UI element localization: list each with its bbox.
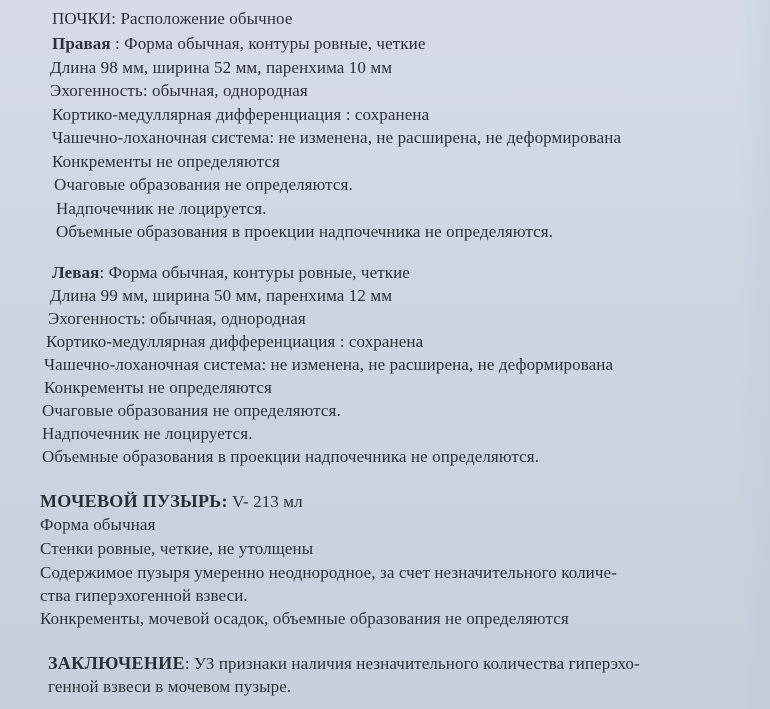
left-kidney-size: Длина 99 мм, ширина 50 мм, паренхима 12 мм [50, 286, 393, 305]
left-kidney-adrenal: Надпочечник не лоцируется. [42, 424, 253, 443]
left-kidney-form: : Форма обычная, контуры ровные, четкие [99, 263, 410, 282]
right-kidney-adrenal: Надпочечник не лоцируется. [56, 199, 267, 218]
bladder-walls: Стенки ровные, четкие, не утолщены [40, 539, 314, 558]
conclusion-title: ЗАКЛЮЧЕНИЕ [48, 653, 185, 673]
right-kidney-focal: Очаговые образования не определяются. [54, 175, 353, 194]
kidneys-header: ПОЧКИ: Расположение обычное [52, 9, 293, 28]
right-kidney-pcs: Чашечно-лоханочная система: не изменена, не расширена, не деформирована [52, 128, 622, 147]
conclusion-line1 [48, 652, 640, 675]
left-kidney-focal: Очаговые образования не определяются. [42, 401, 341, 420]
conclusion-line2: генной взвеси в мочевом пузыре. [48, 677, 292, 696]
right-kidney-title: Правая [52, 34, 111, 53]
bladder-title: МОЧЕВОЙ ПУЗЫРЬ: [40, 491, 228, 511]
left-kidney-echo: Эхогенность: обычная, однородная [48, 309, 306, 328]
right-kidney-mass: Объемные образования в проекции надпочечника не определяются. [56, 222, 554, 241]
right-kidney-form-line [52, 33, 425, 55]
bladder-title-line [40, 490, 303, 513]
left-kidney-pcs: Чашечно-лоханочная система: не изменена, не расширена, не деформирована [44, 355, 614, 374]
conclusion-text1: : УЗ признаки наличия незначительного количества гиперэхо- [184, 654, 640, 673]
right-kidney-form: : Форма обычная, контуры ровные, четкие [110, 34, 426, 53]
left-kidney-mass: Объемные образования в проекции надпочечника не определяются. [42, 447, 540, 466]
left-kidney-title: Левая [52, 263, 100, 282]
paper-shadow [740, 0, 770, 709]
left-kidney-cmd: Кортико-медуллярная дифференциация : сохранена [46, 332, 424, 351]
bladder-form: Форма обычная [40, 515, 156, 534]
bladder-content-line2: ства гиперэхогенной взвеси. [40, 586, 248, 605]
bladder-other: Конкременты, мочевой осадок, объемные образования не определяются [40, 609, 569, 628]
right-kidney-echo: Эхогенность: обычная, однородная [50, 81, 308, 100]
bladder-content-line1: Содержимое пузыря умеренно неоднородное, за счет незначительного количе- [40, 563, 617, 582]
bladder-volume: V- 213 мл [227, 492, 303, 511]
right-kidney-size: Длина 98 мм, ширина 52 мм, паренхима 10 мм [50, 58, 393, 77]
right-kidney-cmd: Кортико-медуллярная дифференциация : сохранена [52, 105, 430, 124]
right-kidney-stones: Конкременты не определяются [52, 152, 280, 171]
left-kidney-stones: Конкременты не определяются [44, 378, 272, 397]
left-kidney-form-line [52, 262, 410, 284]
